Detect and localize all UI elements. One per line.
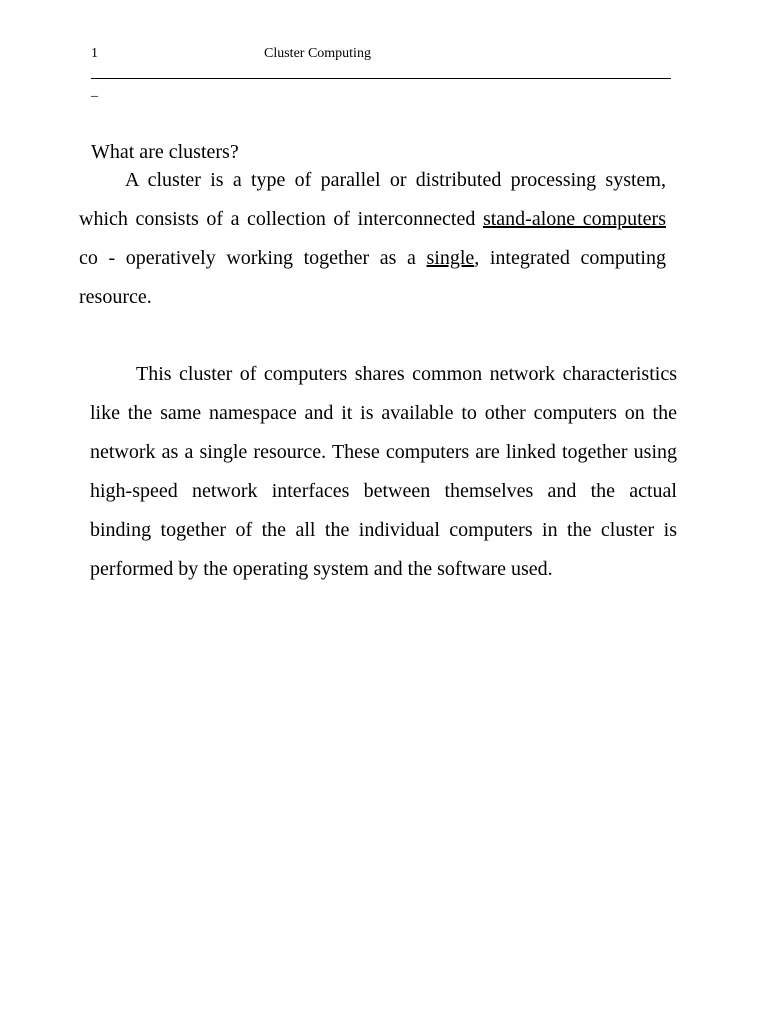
page-number: 1 xyxy=(91,46,98,61)
paragraph1-text-a: A cluster is a type of parallel or distributed processing system, which consists of a collection of interconnected xyxy=(79,169,666,230)
header-rule-mark: _ xyxy=(91,84,98,99)
header-rule xyxy=(91,78,671,79)
paragraph1-text-c: , integrated computing resource. xyxy=(79,247,666,308)
paragraph-cluster-definition xyxy=(79,161,666,317)
section-heading: What are clusters? xyxy=(91,141,239,163)
paragraph1-text-b: co - operatively working together as a xyxy=(79,247,427,269)
stand-alone-computers-link[interactable]: stand-alone computers xyxy=(482,208,666,230)
paragraph-cluster-characteristics: This cluster of computers shares common network characteristics like the same namespace and it is available to other computers on the network as a single resource. These computers are linked together using high-speed network interfaces between themselves and the actual binding together of the all the individual computers in the cluster is performed by the operating system and the software used. xyxy=(90,363,677,580)
running-title: Cluster Computing xyxy=(264,46,371,61)
single-link[interactable]: single xyxy=(426,247,475,269)
